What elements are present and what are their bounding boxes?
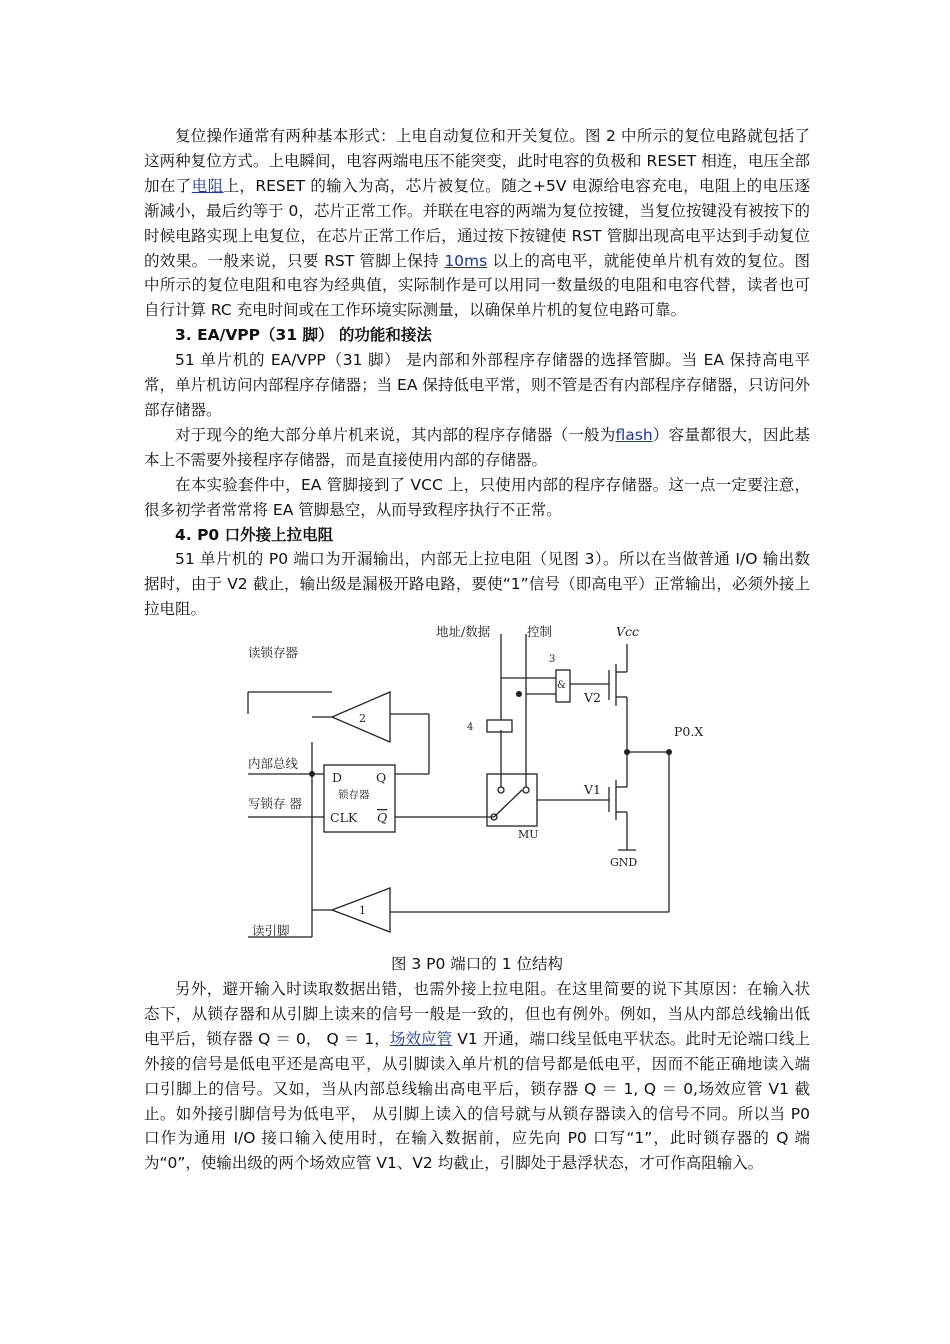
text-run: 以上的高电平，就能使单片机有效的复位。图中所示的复位电阻和电容为经典值，实际制作是可以用同一数量级的电阻和电容代替，读者也可自行计算 RC 充电时间或在工作环境实际测量，以确保单片机的复位电路可靠。 xyxy=(144,251,810,320)
label-num1: 1 xyxy=(359,904,366,918)
heading-ea-vpp: 3. EA/VPP（31 脚） 的功能和接法 xyxy=(175,326,432,345)
label-qbar: Q xyxy=(377,810,388,826)
label-read-pin: 读引脚 xyxy=(252,923,290,939)
label-gnd: GND xyxy=(610,856,638,870)
document-body xyxy=(144,124,810,1176)
text-run: 对于现今的绝大部分单片机来说，其内部的程序存储器（一般为 xyxy=(175,425,616,444)
label-num2: 2 xyxy=(359,712,366,726)
label-clk: CLK xyxy=(330,810,358,826)
paragraph-ea-1: 51 单片机的 EA/VPP（31 脚） 是内部和外部程序存储器的选择管脚。当 EA 保持高电平常，单片机访问内部程序存储器；当 EA 保持低电平常，则不管是否有内部程序存储器，只访问外部存储器。 xyxy=(144,351,810,419)
label-vcc: Vcc xyxy=(616,624,640,640)
heading-p0-pullup: 4. P0 口外接上拉电阻 xyxy=(175,525,334,544)
label-q: Q xyxy=(376,770,387,786)
label-v1: V1 xyxy=(584,782,601,798)
label-p0x: P0.X xyxy=(674,724,704,740)
label-internal-bus: 内部总线 xyxy=(248,756,299,772)
label-control: 控制 xyxy=(527,624,553,640)
label-write-latch: 写锁存 器 xyxy=(248,796,302,812)
link-fet[interactable]: 场效应管 xyxy=(389,1029,453,1048)
text-run: V1 开通，端口线呈低电平状态。此时无论端口线上外接的信号是低电平还是高电平，从引脚读入单片机的信号都是低电平，因而不能正确地读入端口引脚上的信号。又如，当从内部总线输出高电平后，锁存器 Q ＝ 1, Q ＝ 0,场效应管 V1 截止。如外接引脚信号为低电平， 从引脚上读入的信号就与从锁存器读入的信号不同。所以当 P0 口作为通用 I/O 接口输入使用时，在输入数据前，应先向 P0 口写“1”，此时锁存器的 Q 端为“0”，使输出级的两个场效应管 V1、V2 均截止，引脚处于悬浮状态，才可作高阻输入。 xyxy=(144,1029,810,1173)
label-read-latch: 读锁存器 xyxy=(248,645,299,661)
label-mux: MU xyxy=(518,828,539,842)
label-addr-data: 地址/数据 xyxy=(436,624,491,640)
label-num4: 4 xyxy=(467,722,474,734)
text-run: ）容量都很大，因此基本上不需要外接程序存储器，而是直接使用内部的存储器。 xyxy=(144,425,810,469)
figure-caption: 图 3 P0 端口的 1 位结构 xyxy=(390,955,564,974)
paragraph-ea-2 xyxy=(144,423,810,473)
label-and-gate: & xyxy=(557,680,566,692)
link-resistor[interactable]: 电阻 xyxy=(191,176,224,195)
label-v2: V2 xyxy=(584,690,601,706)
text-run: 上，RESET 的输入为高，芯片被复位。随之+5V 电源给电容充电，电阻上的电压逐渐减小，最后约等于 0，芯片正常工作。并联在电容的两端为复位按键，当复位按键没有被按下的时候电路实现上电复位，在芯片正常工作后，通过按下按键使 RST 管脚出现高电平达到手动复位的效果。一般来说，只要 RST 管脚上保持 xyxy=(144,176,810,270)
label-num3: 3 xyxy=(549,654,556,666)
p0-port-circuit-diagram xyxy=(144,622,810,952)
text-run: 另外，避开输入时读取数据出错，也需外接上拉电阻。在这里简要的说下其原因：在输入状态下，从锁存器和从引脚上读来的信号一般是一致的，但也有例外。例如，当从内部总线输出低电平后，锁存器 Q ＝ 0， Q ＝ 1， xyxy=(144,980,810,1048)
label-latch: 锁存器 xyxy=(338,789,370,802)
link-10ms[interactable]: 10ms xyxy=(444,251,488,270)
link-flash[interactable]: flash xyxy=(615,425,653,444)
circuit-svg xyxy=(144,622,810,952)
text-run: 复位操作通常有两种基本形式：上电自动复位和开关复位。图 2 中所示的复位电路就包括了这两种复位方式。上电瞬间，电容两端电压不能突变，此时电容的负极和 RESET 相连，电压全部加在了 xyxy=(144,127,810,195)
paragraph-p0: 51 单片机的 P0 端口为开漏输出，内部无上拉电阻（见图 3）。所以在当做普通 I/O 输出数据时，由于 V2 截止，输出级是漏极开路电路，要使“1”信号（即高电平）正常输出，必须外接上拉电阻。 xyxy=(144,550,810,619)
paragraph-other xyxy=(144,977,810,1176)
paragraph-reset xyxy=(144,124,810,323)
label-d: D xyxy=(332,770,343,786)
paragraph-ea-3: 在本实验套件中，EA 管脚接到了 VCC 上，只使用内部的程序存储器。这一点一定要注意，很多初学者常常将 EA 管脚悬空，从而导致程序执行不正常。 xyxy=(144,475,810,519)
